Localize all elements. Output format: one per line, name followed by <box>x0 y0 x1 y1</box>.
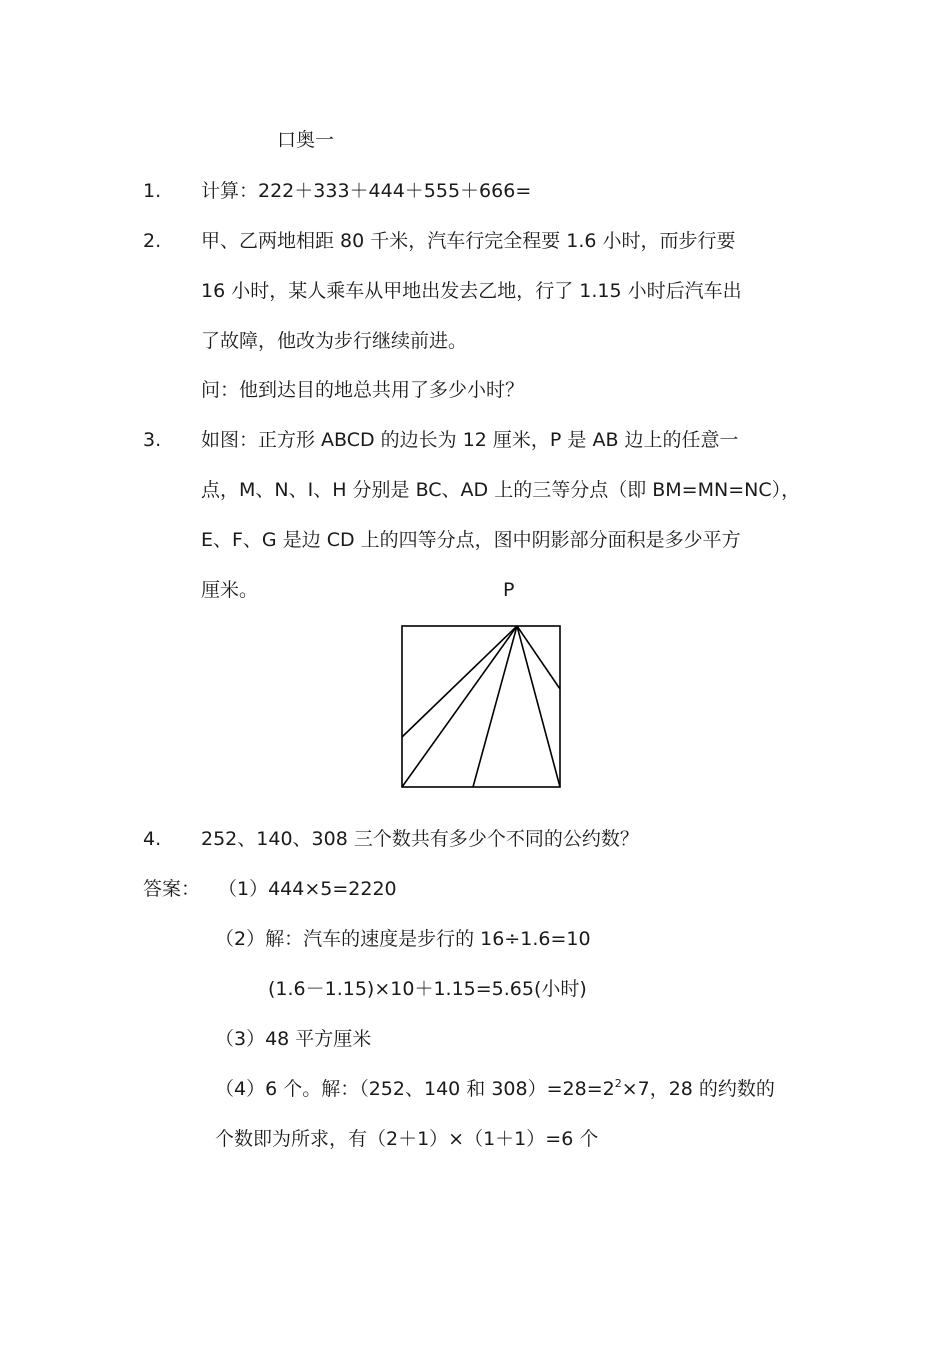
answer-3: （3）48 平方厘米 <box>215 1028 372 1050</box>
segment-p-left-upper <box>402 626 517 737</box>
answer-2-line-1: （2）解：汽车的速度是步行的 16÷1.6=10 <box>215 928 591 950</box>
segment-p-bottom-right <box>517 626 560 787</box>
segment-p-right <box>517 626 560 689</box>
question-text: 了故障，他改为步行继续前进。 <box>201 330 468 352</box>
answer-2-line-2: (1.6－1.15)×10＋1.15=5.65(小时) <box>268 978 587 1000</box>
question-text: 如图：正方形 ABCD 的边长为 12 厘米，P 是 AB 边上的任意一 <box>201 429 739 451</box>
answer-4-text-cont: ×7，28 的约数的 <box>621 1078 775 1100</box>
question-text: 厘米。 <box>201 579 259 601</box>
answer-1: （1）444×5=2220 <box>218 878 397 900</box>
answer-4-line-2: 个数即为所求，有（2＋1）×（1＋1）=6 个 <box>215 1128 599 1150</box>
question-number: 1. <box>143 180 162 202</box>
square-outline <box>402 626 560 787</box>
square-figure <box>400 624 564 790</box>
segment-p-bottom-mid <box>473 626 517 787</box>
question-text: 252、140、308 三个数共有多少个不同的公约数？ <box>201 828 639 850</box>
question-number: 2. <box>143 230 162 252</box>
page-title: 口奥一 <box>277 129 335 151</box>
figure-label-p: P <box>503 579 515 601</box>
question-text: 问：他到达目的地总共用了多少小时？ <box>201 379 525 401</box>
answer-4-text: （4）6 个。解：（252、140 和 308）=28=2 <box>215 1078 615 1100</box>
question-text: 16 小时，某人乘车从甲地出发去乙地，行了 1.15 小时后汽车出 <box>201 280 742 302</box>
question-text: 点，M、N、I、H 分别是 BC、AD 上的三等分点（即 BM=MN=NC）， <box>201 479 801 501</box>
answers-label: 答案： <box>143 878 201 900</box>
answer-4-exponent: 2 <box>614 1077 622 1090</box>
question-text: 甲、乙两地相距 80 千米，汽车行完全程要 1.6 小时，而步行要 <box>201 230 736 252</box>
question-text: E、F、G 是边 CD 上的四等分点，图中阴影部分面积是多少平方 <box>201 529 741 551</box>
question-text: 计算：222＋333＋444＋555＋666= <box>201 180 532 202</box>
question-number: 4. <box>143 828 162 850</box>
answer-4-line-1 <box>215 1077 775 1101</box>
segment-p-bottom-left <box>402 626 517 787</box>
question-number: 3. <box>143 429 162 451</box>
